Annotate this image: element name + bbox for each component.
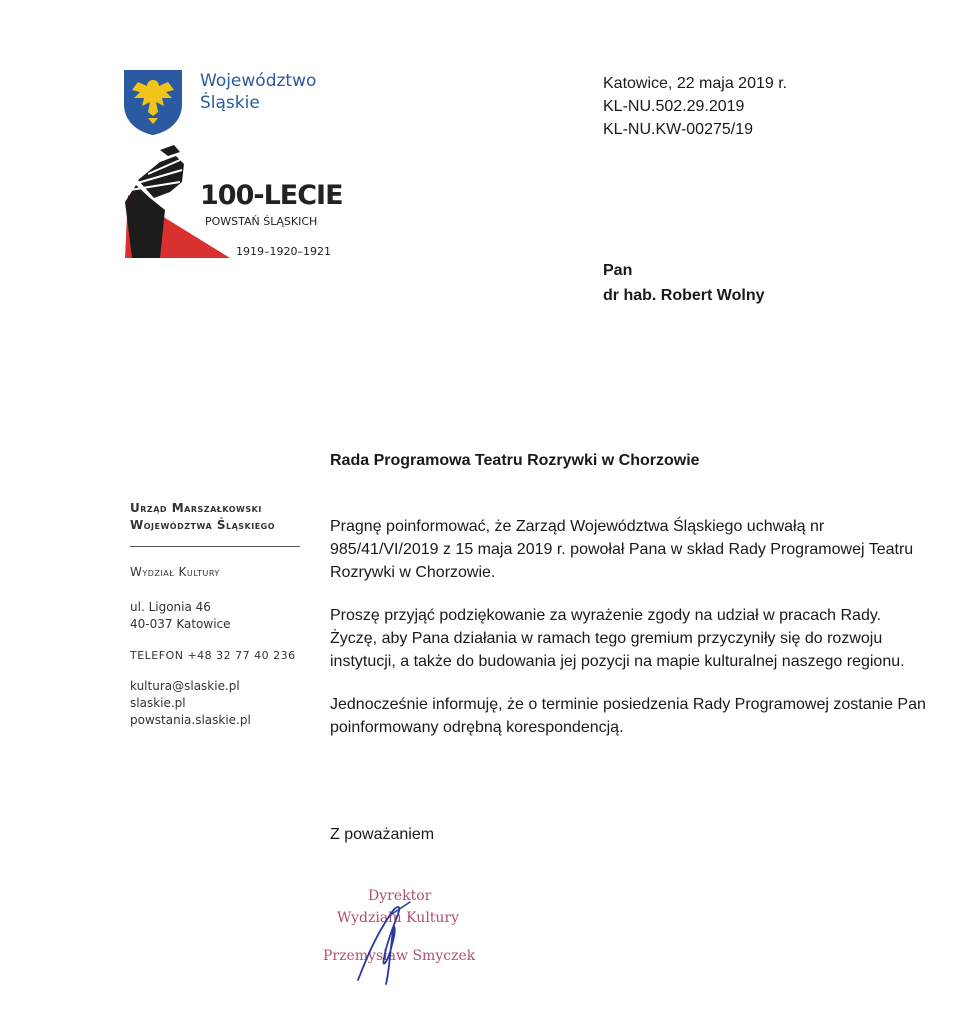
body-paragraph-2: Proszę przyjąć podziękowanie za wyrażenie zgody na udział w pracach Rady. Życzę, aby Pana działania w ramach tego gremium przyczyniły się do rozwoju instytucji, a także do budowania jej pozycji na mapie kulturalnej naszego regionu. (330, 607, 905, 670)
region-name (200, 70, 316, 114)
letter-subject: Rada Programowa Teatru Rozrywki w Chorzowie (330, 452, 700, 469)
department-name: Wydział Kultury (130, 565, 220, 579)
website-2: powstania.slaskie.pl (130, 713, 251, 727)
recipient-salutation: Pan (603, 262, 633, 279)
reference-number-1: KL-NU.502.29.2019 (603, 98, 745, 115)
region-line-1: Województwo (200, 71, 317, 91)
recipient-block (603, 258, 764, 308)
closing-phrase: Z poważaniem (330, 826, 435, 843)
sidebar-divider (130, 546, 300, 547)
office-name (130, 500, 305, 534)
body-paragraph-1: Pragnę poinformować, że Zarząd Województwa Śląskiego uchwałą nr 985/41/VI/2019 z 15 maja 2019 r. powołał Pana w skład Rady Programowej Teatru Rozrywki w Chorzowie. (330, 518, 914, 581)
coat-of-arms-icon (122, 68, 184, 136)
handwritten-signature (340, 890, 440, 990)
stamp-line-2: Wydziału Kultury (337, 910, 460, 926)
reference-number-2: KL-NU.KW-00275/19 (603, 121, 753, 138)
anniversary-subtitle: POWSTAŃ ŚLĄSKICH (205, 215, 318, 228)
body-paragraph-3: Jednocześnie informuję, że o terminie posiedzenia Rady Programowej zostanie Pan poinformowany odrębną korespondencją. (330, 696, 926, 736)
phone-number: TELEFON +48 32 77 40 236 (130, 649, 296, 662)
office-line-1: Urząd Marszałkowski (130, 501, 262, 515)
region-line-2: Śląskie (200, 93, 260, 113)
anniversary-years: 1919–1920–1921 (236, 245, 331, 258)
address-city: 40-037 Katowice (130, 617, 231, 631)
place-date: Katowice, 22 maja 2019 r. (603, 75, 788, 92)
contact-links (130, 678, 305, 729)
letter-body (330, 515, 930, 759)
website-1: slaskie.pl (130, 696, 186, 710)
email-address: kultura@slaskie.pl (130, 679, 240, 693)
stamp-line-3: Przemysław Smyczek (323, 948, 476, 964)
anniversary-title: 100-LECIE (200, 180, 343, 211)
letter-header (603, 72, 787, 141)
address-street: ul. Ligonia 46 (130, 600, 211, 614)
address (130, 599, 305, 633)
sender-sidebar (130, 500, 305, 729)
recipient-name: dr hab. Robert Wolny (603, 287, 765, 304)
stamp-line-1: Dyrektor (368, 888, 432, 904)
office-line-2: Województwa Śląskiego (130, 518, 276, 532)
